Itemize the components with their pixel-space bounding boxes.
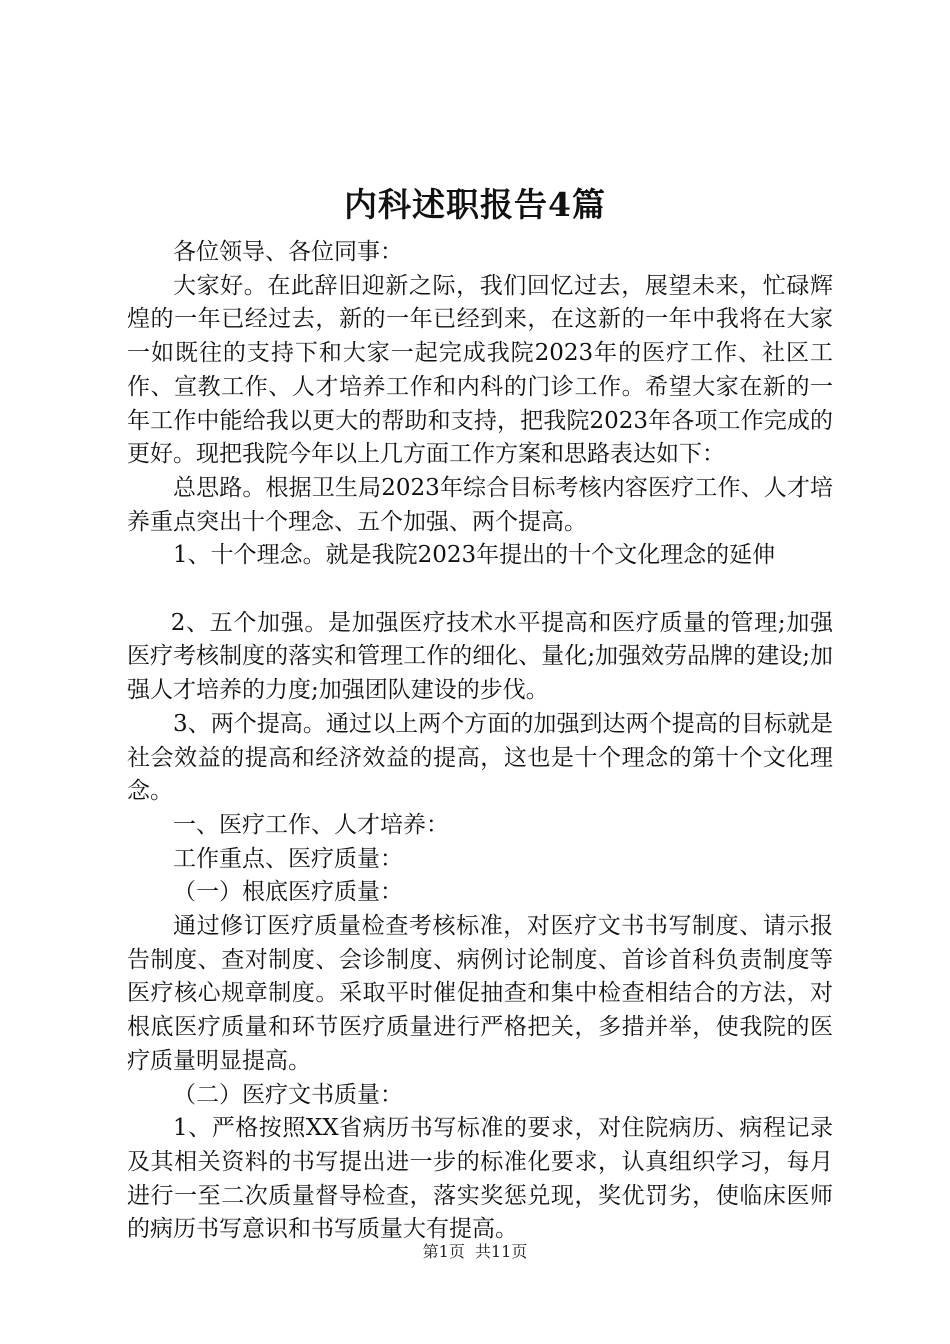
page-footer [0, 1241, 950, 1263]
paragraph-greeting: 大家好。在此辞旧迎新之际，我们回忆过去，展望未来，忙碌辉煌的一年已经过去，新的一年已经到来，在这新的一年中我将在大家一如既往的支持下和大家一起完成我院2023年的医疗工作、社区工作、宣教工作、人才培养工作和内科的门诊工作。希望大家在新的一年工作中能给我以更大的帮助和支持，把我院2023年各项工作完成的更好。现把我院今年以上几方面工作方案和思路表达如下： [127, 272, 833, 468]
section-heading-medical-work: 一、医疗工作、人才培养： [173, 811, 449, 838]
page-number: 第1页 共11页 [422, 1242, 528, 1261]
paragraph-overall-idea: 总思路。根据卫生局2023年综合目标考核内容医疗工作、人才培养重点突出十个理念、五个加强、两个提高。 [127, 474, 833, 535]
paragraph-two-improvements: 3、两个提高。通过以上两个方面的加强到达两个提高的目标就是社会效益的提高和经济效益的提高，这也是十个理念的第十个文化理念。 [127, 710, 833, 805]
paragraph-document-quality: 1、严格按照XX省病历书写标准的要求，对住院病历、病程记录及其相关资料的书写提出进一步的标准化要求，认真组织学习，每月进行一至二次质量督导检查，落实奖惩兑现，奖优罚劣，使临床医师的病历书写意识和书写质量大有提高。 [127, 1115, 833, 1243]
salutation: 各位领导、各位同事： [173, 239, 403, 265]
document-title: 内科述职报告4篇 [344, 185, 606, 224]
paragraph-basic-quality: 通过修订医疗质量检查考核标准，对医疗文书书写制度、请示报告制度、查对制度、会诊制度、病例讨论制度、首诊首科负责制度等医疗核心规章制度。采取平时催促抽查和集中检查相结合的方法，对根底医疗质量和环节医疗质量进行严格把关，多措并举，使我院的医疗质量明显提高。 [127, 913, 833, 1074]
document-body [127, 236, 833, 1247]
subheading-work-focus: 工作重点、医疗质量： [173, 845, 403, 872]
paragraph-five-strengthenings: 2、五个加强。是加强医疗技术水平提高和医疗质量的管理;加强医疗考核制度的落实和管理工作的细化、量化;加强效劳品牌的建设;加强人才培养的力度;加强团队建设的步伐。 [127, 609, 833, 704]
paragraph-ten-concepts: 1、十个理念。就是我院2023年提出的十个文化理念的延伸 [173, 542, 776, 569]
subheading-basic-quality: （一）根底医疗质量： [173, 879, 403, 906]
subheading-document-quality: （二）医疗文书质量： [173, 1081, 403, 1108]
